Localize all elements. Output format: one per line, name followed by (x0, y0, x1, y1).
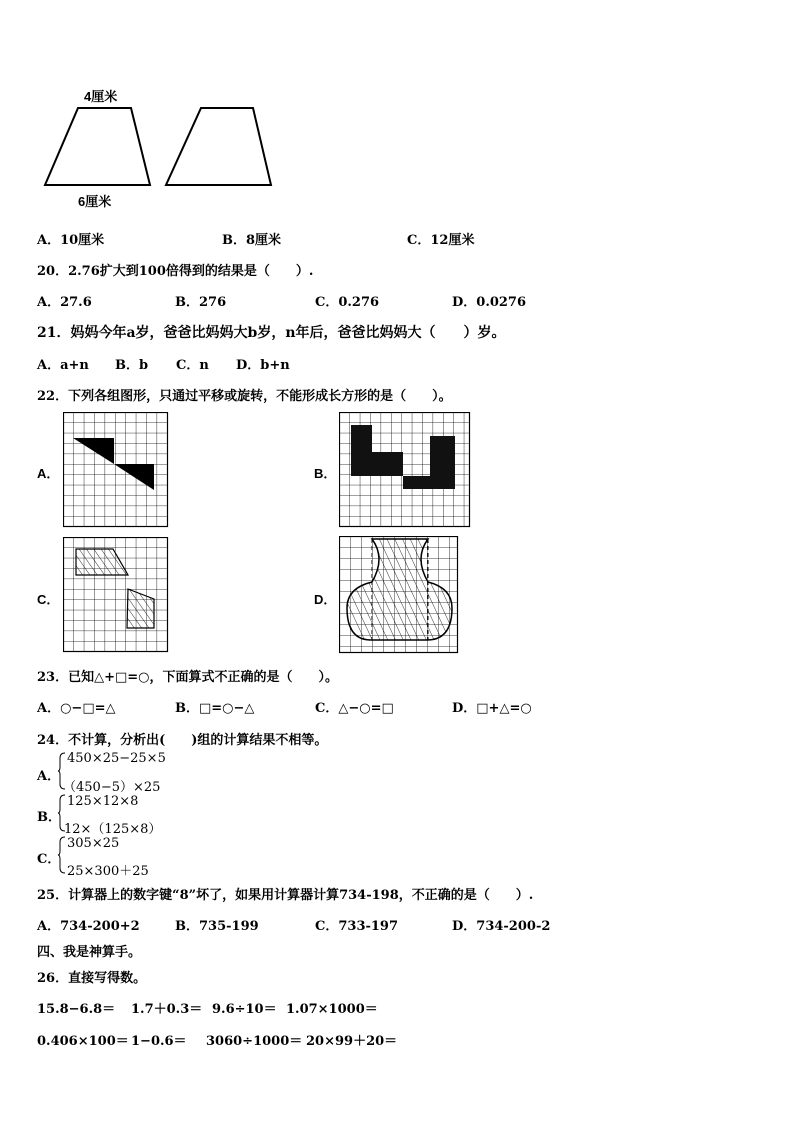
q20-stem: 20．2.76扩大到100倍得到的结果是（ ）. (37, 264, 314, 279)
q24-stem: 24．不计算，分析出( )组的计算结果不相等。 (37, 733, 328, 748)
q19-option-a[interactable]: A．10厘米 (37, 233, 105, 248)
q23-option-a[interactable]: A．○−□=△ (37, 701, 116, 716)
trapezoid-figure (38, 88, 318, 213)
q24-label-b[interactable]: B． (37, 810, 61, 825)
grid-figure-a (63, 412, 169, 528)
calc-7: 3060÷1000＝ (206, 1034, 303, 1049)
q25-option-d[interactable]: D．734-200-2 (452, 919, 551, 934)
grid-figure-b (339, 412, 471, 528)
q25-option-c[interactable]: C．733-197 (315, 919, 399, 934)
q24-label-a[interactable]: A． (37, 769, 61, 784)
unlabeled-trapezoid (166, 108, 271, 185)
q20-option-b[interactable]: B．276 (175, 295, 227, 310)
calc-8: 20×99＋20＝ (306, 1034, 398, 1049)
q23-stem: 23．已知△+□=○，下面算式不正确的是（ ）。 (37, 670, 338, 685)
section-heading: 四、我是神算手。 (37, 945, 142, 960)
q24-a-line2: （450−5）×25 (63, 780, 161, 795)
grid-figure-c (63, 537, 169, 653)
q21-stem: 21．妈妈今年a岁，爸爸比妈妈大b岁，n年后，爸爸比妈妈大（ ）岁。 (37, 325, 506, 341)
calc-6: 1−0.6＝ (131, 1034, 187, 1049)
q22-label-b[interactable]: B． (314, 466, 337, 481)
grid-figure-d (339, 536, 459, 654)
q22-label-d[interactable]: D． (314, 592, 337, 607)
calc-1: 15.8−6.8＝ (37, 1002, 116, 1017)
q23-option-c[interactable]: C．△−○=□ (315, 701, 394, 716)
q24-c-line1: 305×25 (67, 836, 120, 851)
q25-option-b[interactable]: B．735-199 (175, 919, 259, 934)
q20-option-c[interactable]: C．0.276 (315, 295, 380, 310)
trapezoid-bottom-label: 6厘米 (78, 194, 112, 209)
q24-b-line1: 125×12×8 (67, 794, 139, 809)
q21-option-c[interactable]: C．n (176, 358, 209, 373)
q24-label-c[interactable]: C． (37, 852, 61, 867)
q22-label-c[interactable]: C． (37, 592, 60, 607)
trapezoid-top-label: 4厘米 (84, 89, 118, 104)
q21-option-b[interactable]: B．b (115, 358, 149, 373)
q24-c-line2: 25×300＋25 (67, 864, 149, 879)
q19-option-b[interactable]: B．8厘米 (222, 233, 282, 248)
q24-a-line1: 450×25−25×5 (67, 751, 166, 766)
calc-4: 1.07×1000＝ (286, 1002, 378, 1017)
q24-b-line2: 12×（125×8） (64, 822, 162, 837)
q22-label-a[interactable]: A． (37, 466, 60, 481)
q25-option-a[interactable]: A．734-200+2 (37, 919, 140, 934)
q20-option-d[interactable]: D．0.0276 (452, 295, 527, 310)
q21-option-a[interactable]: A．a+n (37, 358, 89, 373)
q19-option-c[interactable]: C．12厘米 (407, 233, 475, 248)
q21-option-d[interactable]: D．b+n (236, 358, 290, 373)
labeled-trapezoid (45, 108, 150, 185)
q22-stem: 22．下列各组图形，只通过平移或旋转，不能形成长方形的是（ ）。 (37, 389, 452, 404)
q26-stem: 26．直接写得数。 (37, 971, 147, 986)
q25-stem: 25．计算器上的数字键“8”坏了，如果用计算器计算734-198，不正确的是（ ）. (37, 888, 534, 903)
calc-5: 0.406×100＝ (37, 1034, 129, 1049)
q20-option-a[interactable]: A．27.6 (37, 295, 92, 310)
calc-3: 9.6÷10＝ (212, 1002, 277, 1017)
q23-option-d[interactable]: D．□+△=○ (452, 701, 532, 716)
brace-c (58, 836, 66, 874)
q23-option-b[interactable]: B．□=○−△ (175, 701, 255, 716)
calc-2: 1.7＋0.3＝ (131, 1002, 203, 1017)
